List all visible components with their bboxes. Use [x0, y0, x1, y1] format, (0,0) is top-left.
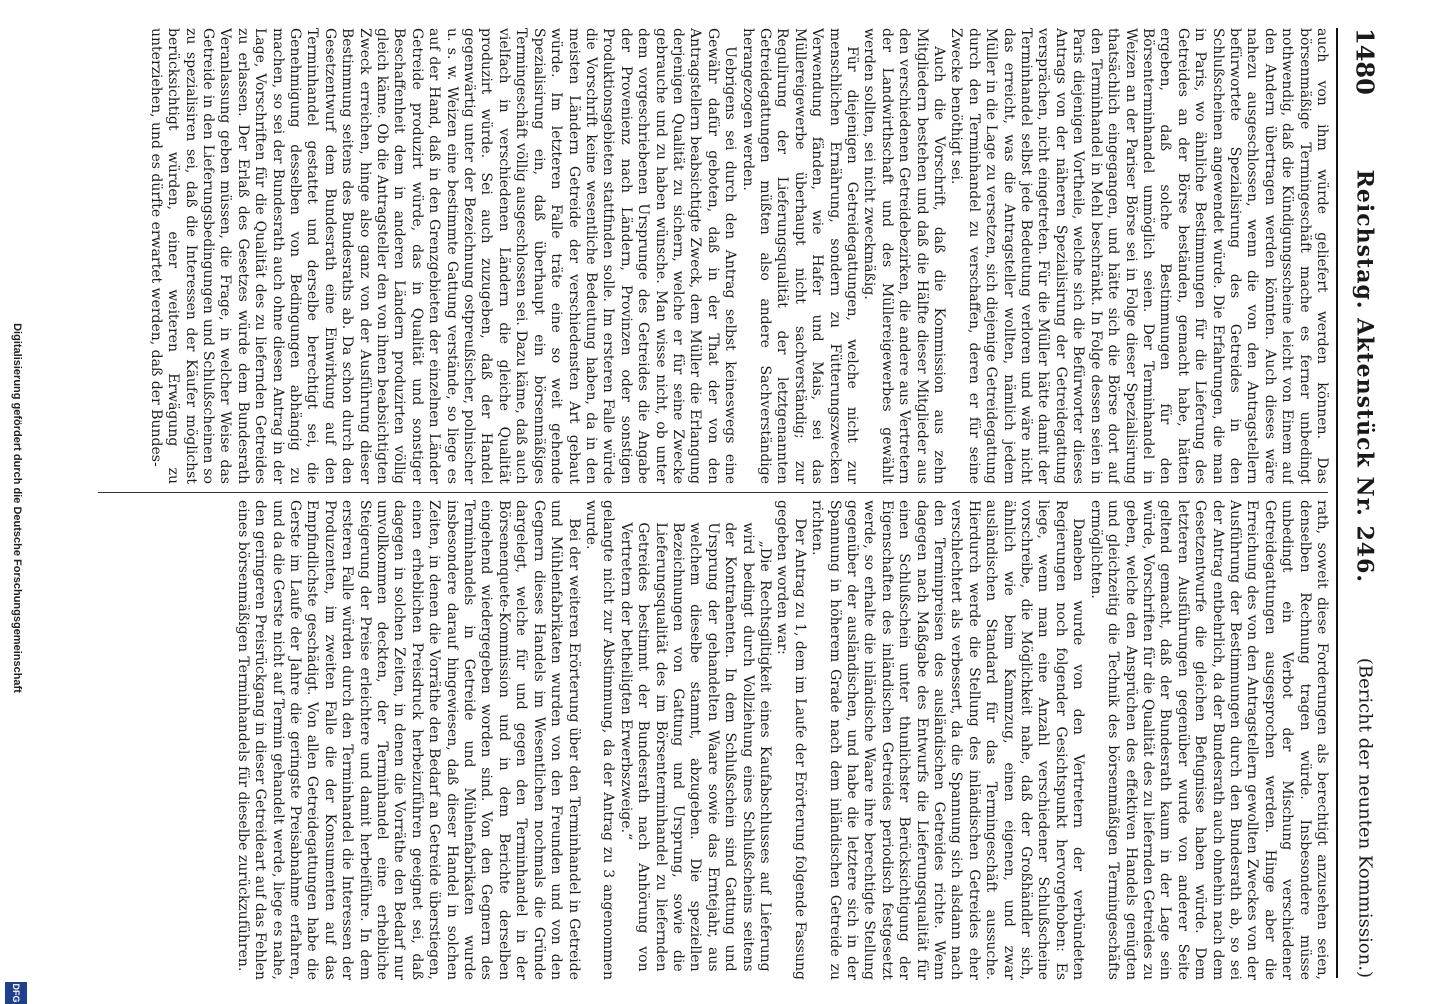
paragraph: Uebrigens sei durch den Antrag selbst keineswegs eine Gewähr dafür geboten, daß in der That der von den Antragstellern beabsichtigte Zweck, dem Müller die Erlangung derjenigen Qualität zu sichern, welche er für seine Zwecke gebrauche und zu haben wünsche. Man wisse nicht, ob unter dem vorgeschriebenen Ursprunge des Getreides die Angabe der Provenienz nach Ländern, Provinzen oder sonstigen Produktionsgebieten stattfinden solle. Im ersteren Falle würde die Vorschrift keine wesentliche Bedeutung haben, da in den meisten Ländern Getreide der verschiedensten Art gebaut würde. Im letzteren Falle träte eine so weit gehende Spezialisirung ein, daß überhaupt ein börsenmäßiges Termingeschäft völlig ausgeschlossen sei. Dazu käme, daß auch vielfach in verschiedenen Ländern die gleiche Qualität produzirt würde. Sei auch zuzugeben, daß der Handel gegenwärtig unter der Bezeichnung ostpreußischer, polnischer u. s. w. Weizen eine bestimmte Gattung verstände, so liege es auf der Hand, daß in den Grenzgebieten der einzelnen Länder Getreide produzirt würde, das in Qualität und sonstiger Beschaffenheit dem in anderen Ländern produzirten völlig gleich käme. Ob die Antragsteller den von ihnen beabsichtigten Zweck erreichen, hinge also ganz von der Ausführung dieser Bestimmung seitens des Bundesraths ab. Da schon durch den Gesetzentwurf dem Bundesrath eine Einwirkung auf den Terminhandel gestattet und derselbe berechtigt sei, die Genehmigung desselben von Bedingungen abhängig zu machen, so sei der Bundesrath auch ohne diesen Antrag in der Lage, Vorschriften für die Qualität des zu liefernden Getreides zu erlassen. Der Erlaß des Gesetzes würde dem Bundesrath Veranlassung geben müssen, die Frage, in welcher Weise das Getreide in den Lieferungsbedingungen und Schlußscheinen so zu spezialisiren sei, daß die Interessen der Käufer möglichst berücksichtigt würden, einer weiteren Erwägung zu unterziehen, und es dürfte erwartet werden, daß der Bundes-	[147, 28, 739, 484]
text-column-first-body	[100, 28, 1330, 484]
paragraph: Auch die Vorschrift, daß die Kommission aus zehn Mitgliedern bestehen und daß die Hälfte dieser Mitglieder aus den verschiedenen Getreidebezirken, die andere aus Vertretern der Landwirthschaft und des Müllereigewerbes gewählt werden sollten, sei nicht zweckmäßig.	[861, 28, 948, 484]
dfg-logo: DFG	[5, 982, 27, 1004]
section-title: (Bericht der neunten Kommission.)	[1354, 657, 1376, 978]
paragraph: Daneben wurde von den Vertretern der verbündeten Regierungen noch folgender Gesichtspunkt hervorgehoben: Es liege, wenn man eine Anzahl verschiedener Schlußscheine vorschreibe, die Möglichkeit nahe, daß der Großhändler sich, ähnlich wie beim Kammzug, einen eigenen, und zwar ausländischen Standard für das Termingeschäft aussuche. Hierdurch werde die Stellung des inländischen Getreides eher verschlechtert als verbessert, da die Spannung sich alsdann nach den Terminpreisen des ausländischen Getreides richte. Wenn dagegen nach Maßgabe des Entwurfs die Lieferungsqualität für einen Schlußschein unter thunlichster Berücksichtigung der Eigenschaften des inländischen Getreides periodisch festgesetzt werde, so erhalte die inländische Waare ihre berechtigte Stellung gegenüber der ausländischen, und habe die letztere sich in der Spannung in höherem Grade nach dem inländischen Getreide zu richten.	[809, 500, 1087, 980]
text-column-first	[100, 28, 1330, 484]
paragraph: Bei der weiteren Erörterung über den Terminhandel in Getreide und Mühlenfabrikaten wurden von den Freunden und von den Gegnern dieses Handels im Wesentlichen nochmals die Gründe dargelegt, welche für und gegen den Terminhandel in der Börsenenquete-Kommission und in dem Berichte derselben eingehend wiedergegeben worden sind. Von den Gegnern des Terminhandels in Getreide und Mühlenfabrikaten wurde insbesondere darauf hingewiesen, daß dieser Handel in solchen Zeiten, in denen die Vorräthe den Bedarf an Getreide überstiegen, einen erheblichen Preisdruck herbeizuführen geeignet sei, daß dagegen in solchen Zeiten, in denen die Vorräthe den Bedarf nur unvollkommen deckten, der Terminhandel eine erhebliche Steigerung der Preise erleichtere und damit herbeiführe. In dem ersteren Falle würden durch den Terminhandel die Interessen der Produzenten, im zweiten Falle die der Konsumenten auf das Empfindlichste geschädigt. Von allen Getreidegattungen habe die Gerste im Laufe der Jahre die geringste Preisabnahme erfahren, und da die Gerste nicht auf Termin gehandelt werde, liege es nahe, den geringeren Preisrückgang in dieser Getreideart auf das Fehlen eines börsenmäßigen Terminhandels für dieselbe zurückzuführen.	[234, 500, 582, 980]
paragraph: Für diejenigen Getreidegattungen, welche nicht zur menschlichen Ernährung, sondern zu Fütterungszwecken Verwendung fänden, wie Hafer und Mais, sei das Müllereigewerbe überhaupt nicht sachverständig; zur Regulirung der Lieferungsqualität der letztgenannten Getreidegattungen müßten also andere Sachverständige herangezogen werden.	[739, 28, 861, 484]
page-header	[1340, 28, 1390, 978]
paragraph: rath, soweit diese Forderungen als berechtigt anzusehen seien, denselben Rechnung tragen würde. Insbesondere müsse unbedingt ein Verbot der Mischung verschiedener Getreidegattungen ausgesprochen werden. Hinge aber die Erreichung des von den Antragstellern gewollten Zweckes von der Ausführung der Bestimmungen durch den Bundesrath ab, so sei der Antrag entbehrlich, da der Bundesrath auch ohnehin nach dem Gesetzentwurfe die gleichen Befugnisse haben würde. Dem letzteren Ausführungen gegenüber wurde von anderer Seite geltend gemacht, daß der Bundesrath kaum in der Lage sein würde, Vorschriften für die Qualität des zu liefernden Getreides zu geben, welche den Ansprüchen des effektiven Handels genügten und gleichzeitig die Technik des börsenmäßigen Termingeschäfts ermöglichten.	[1087, 500, 1330, 980]
page-title: Reichstag. Aktenstück Nr. 246.	[1352, 169, 1378, 584]
digitization-credit	[2, 20, 32, 1003]
credit-text: Digitalisierung gefördert durch die Deutsche Forschungsgemeinschaft	[11, 323, 23, 693]
header-rule	[1336, 28, 1338, 978]
page-number: 1480	[1350, 28, 1380, 95]
column-divider	[98, 492, 1328, 493]
text-column-second-body	[100, 500, 1330, 980]
paragraph: Der Antrag zu 1, dem im Laufe der Erörterung folgende Fassung gegeben worden war:	[774, 500, 808, 980]
paragraph: auch von ihm würde geliefert werden können. Das börsenmäßige Termingeschäft mache es ferner unbedingt nothwendig, daß die Kündigungsscheine leicht von Einem auf den Andern übertragen werden könnten. Auch dieses wäre nahezu ausgeschlossen, wenn die von den Antragstellern befürwortete Spezialisirung des Getreides in den Schlußscheinen angewendet würde. Die Erfahrungen, die man in Paris, wo ähnliche Bestimmungen für die Lieferung des Getreides an der Börse beständen, gemacht habe, hätten ergeben, daß solche Bestimmungen für den Börsenterminhandel unmöglich seien. Der Terminhandel in Weizen an der Pariser Börse sei in Folge dieser Spezialisirung thatsächlich eingegangen, und hätte sich die Börse dort auf den Terminhandel in Mehl beschränkt. In Folge dessen seien in Paris diejenigen Vortheile, welche sich die Befürworter dieses Antrags von der näheren Spezialisirung der Getreidegattung versprächen, nicht eingetreten. Für die Müller hätte damit der Terminhandel selbst jede Bedeutung verloren und wäre nicht das erreicht, was die Antragsteller wollten, nämlich jedem Müller in die Lage zu versetzen, sich diejenige Getreidegattung durch den Terminhandel zu verschaffen, deren er für seine Zwecke benöthigt sei.	[948, 28, 1330, 484]
paragraph: gelangte nicht zur Abstimmung, da der Antrag zu 3 angenommen wurde.	[582, 500, 617, 980]
quoted-motion: „Die Rechtsgiltigkeit eines Kaufabschlusses auf Lieferung wird bedingt durch Vollziehung eines Schlußscheins seitens der Kontrahenten. In dem Schlußschein sind Gattung und Ursprung der gehandelten Waare sowie das Erntejahr, aus welchem dieselbe stammt, abzugeben. Die speziellen Bezeichnungen von Gattung und Ursprung, sowie die Lieferungsqualität des im Börsenterminhandel zu liefernden Getreides bestimmt der Bundesrath nach Anhörung von Vertretern der betheiligten Erwerbszweige.“	[617, 522, 773, 972]
text-column-second	[100, 500, 1330, 980]
